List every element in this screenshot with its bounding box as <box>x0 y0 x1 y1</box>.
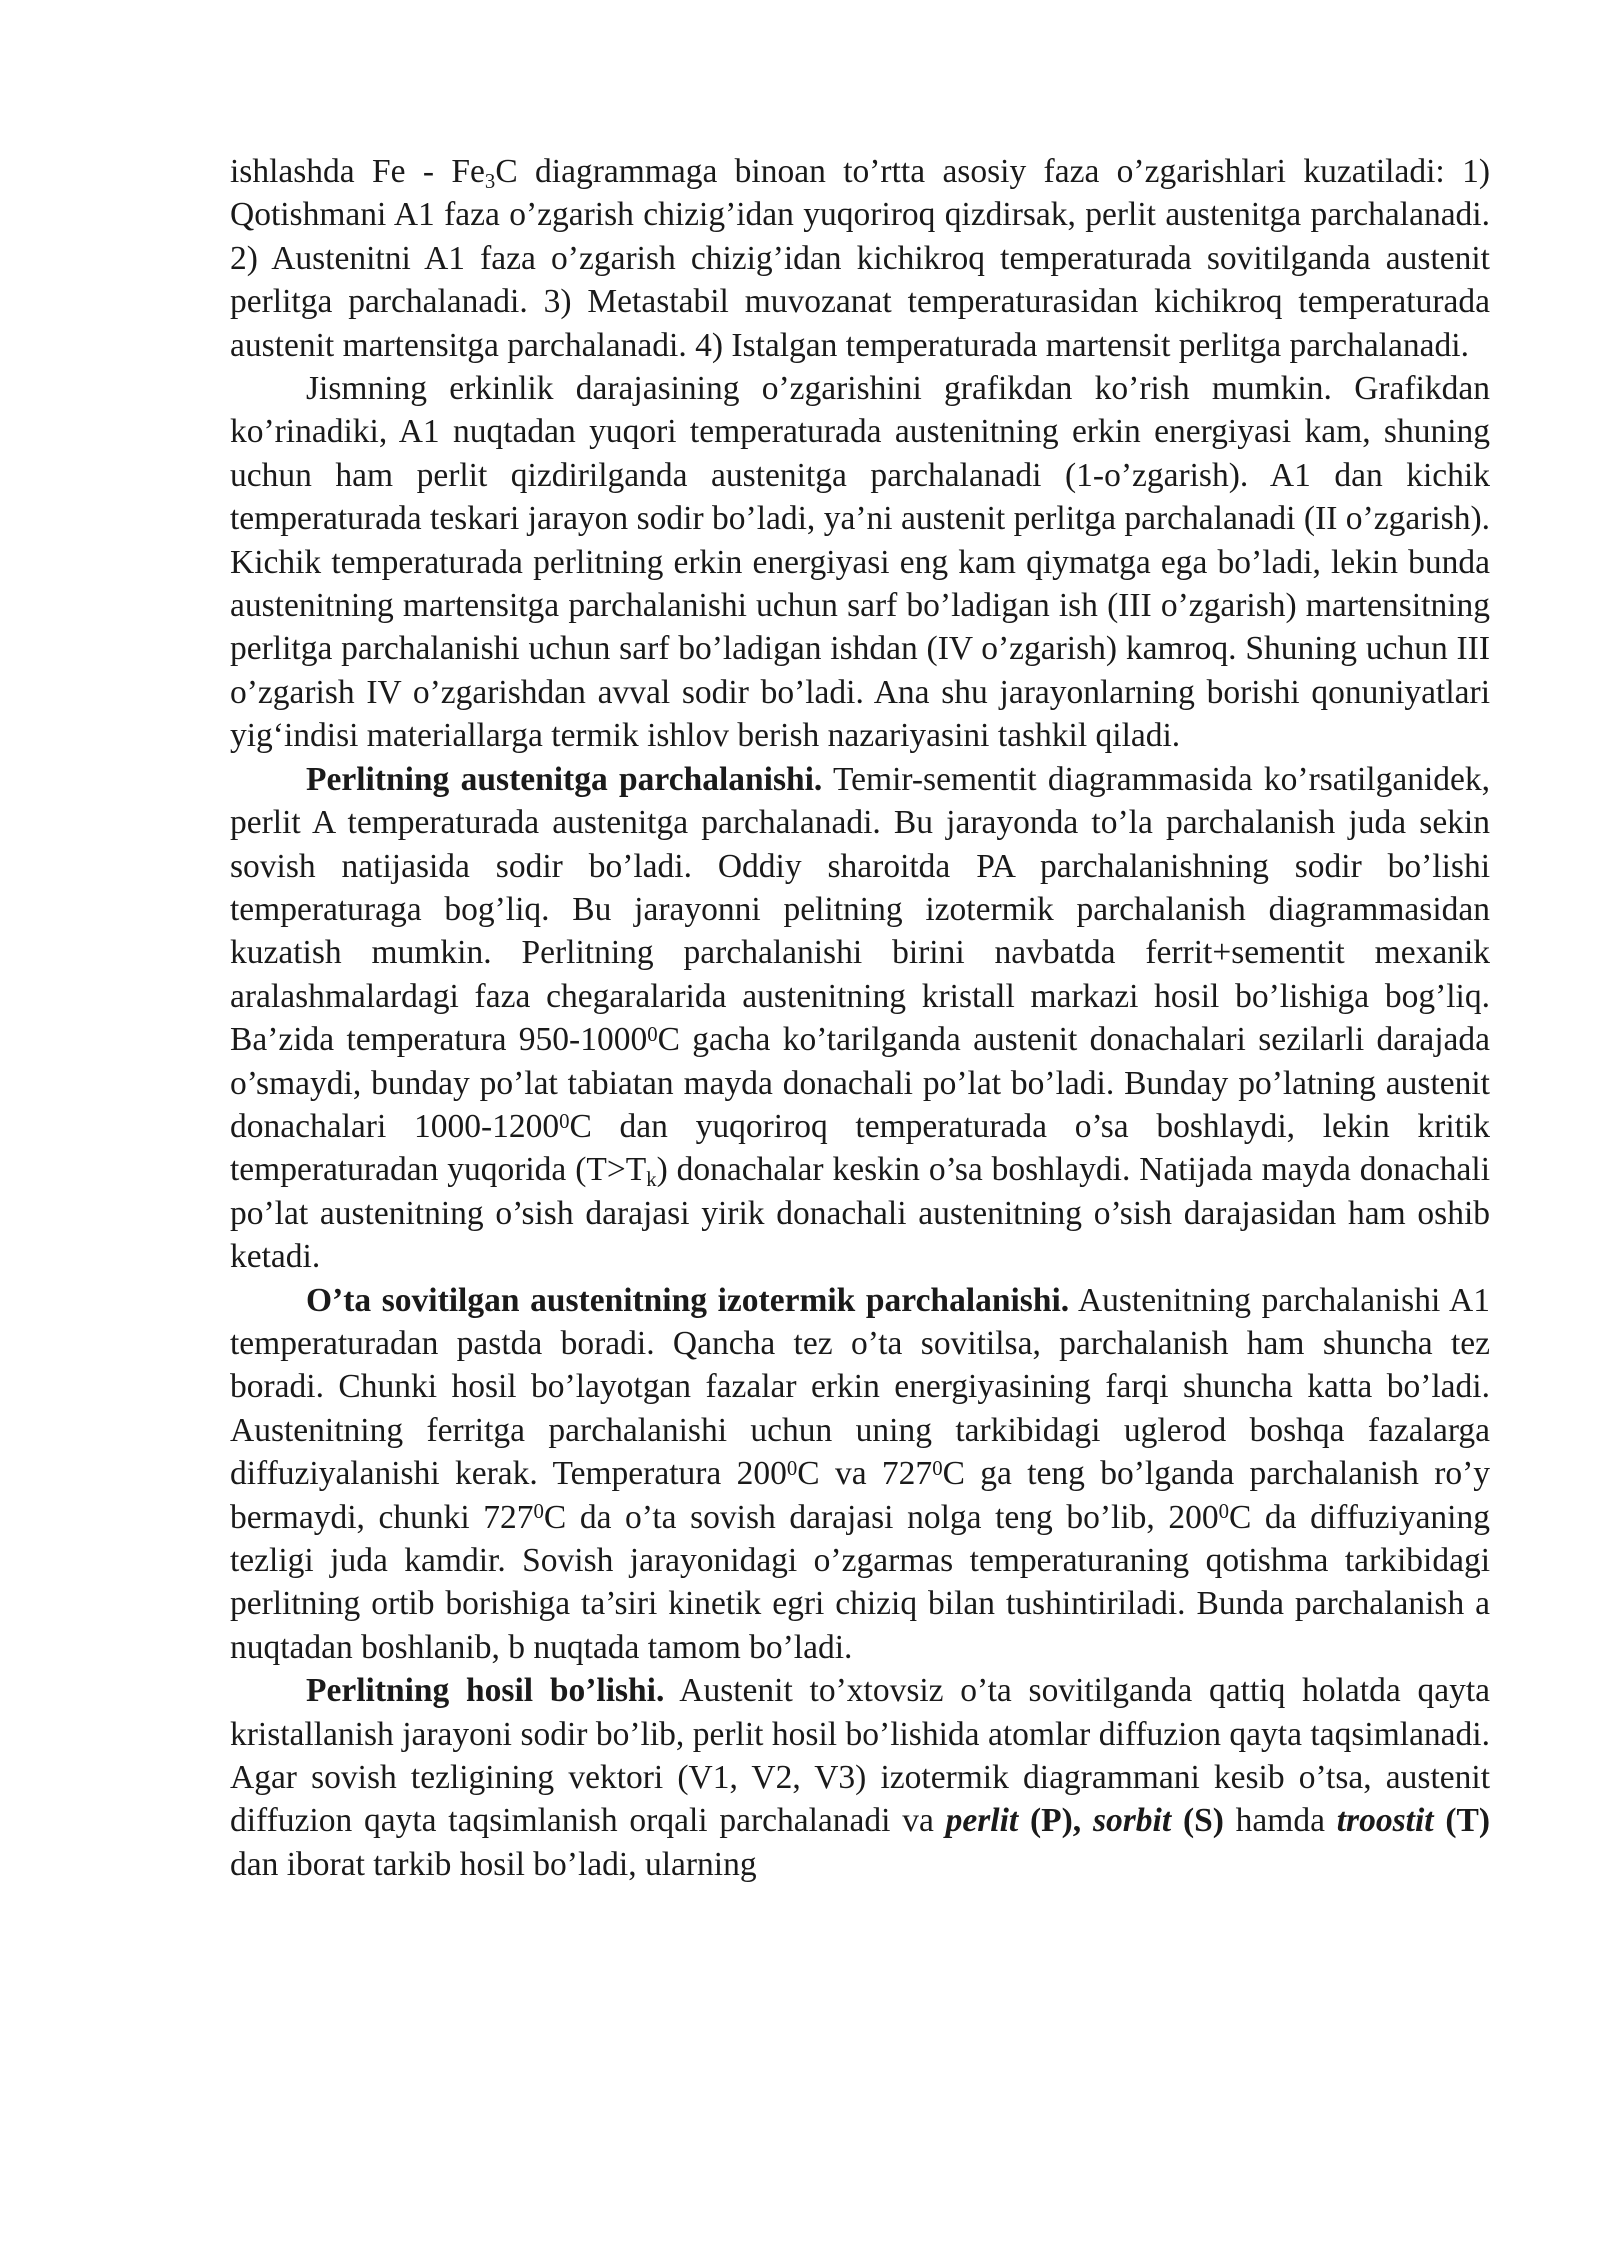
term-perlit: perlit <box>945 1802 1019 1840</box>
subscript: k <box>646 1168 657 1192</box>
text-run: C da o’ta sovish darajasi nolga teng bo’lib, 200 <box>543 1498 1219 1536</box>
superscript: 0 <box>786 1456 798 1480</box>
paragraph-isothermal-decomposition <box>230 1279 1490 1670</box>
term-emphasis <box>1337 1802 1490 1839</box>
superscript: 0 <box>932 1456 943 1480</box>
term-abbr: (P), <box>1018 1802 1093 1840</box>
subscript: 3 <box>484 169 496 193</box>
term-sorbit: sorbit <box>1092 1802 1172 1840</box>
text-run: ishlashda Fe - Fe <box>230 153 485 190</box>
paragraph-pearlite-formation <box>230 1669 1490 1886</box>
document-page <box>230 150 1490 1886</box>
text-run: Temir-sementit diagrammasida ko’rsatilganidek, perlit A temperaturada austenitga parchalanadi. Bu jarayonda to’la parchalanish juda sekin sovish natijasida sodir bo’ladi. Oddiy sharoitda PA parchalanishning sodir bo’lishi temperaturaga bog’liq. Bu jarayonni pelitning izotermik parchalanish diagrammasidan kuzatish mumkin. Perlitning parchalanishi birini navbatda ferrit+sementit mexanik aralashmalardagi faza chegaralarida austenitning kristall markazi hosil bo’lishiga bog’liq. Ba’zida temperatura 950-1000 <box>230 760 1490 1059</box>
text-run: C va 727 <box>797 1455 933 1493</box>
text-run: dan iborat tarkib hosil bo’ladi, ularning <box>230 1845 757 1883</box>
text-run: C gacha ko’tarilganda austenit donachalari sezilarli darajada o’smaydi, bunday po’lat tabiatan mayda donachali po’lat bo’ladi. Bunday po’latning austenit donachalari 1000-1200 <box>230 1021 1490 1145</box>
superscript: 0 <box>1218 1500 1229 1524</box>
section-heading: Perlitning austenitga parchalanishi. <box>306 760 823 798</box>
text-run: C da diffuziyaning tezligi juda kamdir. Sovish jarayonidagi o’zgarmas temperaturaning qotishma tarkibidagi perlitning ortib borishiga ta’siri kinetik egri chiziq bilan tushintiriladi. Bunda parchalanish a nuqtadan boshlanib, b nuqtada tamom bo’ladi. <box>230 1498 1490 1666</box>
term-abbr: (S) <box>1171 1802 1224 1840</box>
term-abbr: (T) <box>1433 1802 1490 1840</box>
text-run: hamda <box>1223 1802 1337 1840</box>
term-emphasis <box>946 1802 1224 1839</box>
text-run: ) donachalar keskin o’sa boshlaydi. Natijada mayda donachali po’lat austenitning o’sish darajasi yirik donachali austenitning o’sish darajasidan ham oshib ketadi. <box>230 1151 1491 1276</box>
text-run: Austenit to’xtovsiz o’ta sovitilganda qattiq holatda qayta kristallanish jarayoni sodir bo’lib, perlit hosil bo’lishida atomlar diffuzion qayta taqsimlanadi. Agar sovish tezligining vektori (V1, V2, V3) izotermik diagrammani kesib o’tsa, austenit diffuzion qayta taqsimlanish orqali parchalanadi va <box>230 1672 1491 1840</box>
section-heading: O’ta sovitilgan austenitning izotermik parchalanishi. <box>306 1281 1070 1319</box>
term-troostit: troostit <box>1336 1802 1434 1840</box>
text-run: C ga teng bo’lganda parchalanish ro’y bermaydi, chunki 727 <box>230 1455 1491 1536</box>
section-heading: Perlitning hosil bo’lishi. <box>306 1672 665 1710</box>
text-run: C diagrammaga binoan to’rtta asosiy faza o’zgarishlari kuzatiladi: 1) Qotishmani A1 faza o’zgarish chizig’idan yuqoriroq qizdirsak, perlit austenitga parchalanadi. 2) Austenitni A1 faza o’zgarish chizig’idan kichikroq temperaturada sovitilganda austenit perlitga parchalanadi. 3) Metastabil muvozanat temperaturasidan kichikroq temperaturada austenit martensitga parchalanadi. 4) Istalgan temperaturada martensit perlitga parchalanadi. <box>230 153 1490 364</box>
text-run: Austenitning parchalanishi A1 temperaturadan pastda boradi. Qancha tez o’ta sovitilsa, parchalanish ham shuncha tez boradi. Chunki hosil bo’layotgan fazalar erkin energiyasining farqi shuncha katta bo’ladi. Austenitning ferritga parchalanishi uchun uning tarkibidagi uglerod boshqa fazalarga diffuziyalanishi kerak. Temperatura 200 <box>230 1281 1490 1493</box>
text-run: Jismning erkinlik darajasining o’zgarishini grafikdan ko’rish mumkin. Grafikdan ko’rinadiki, A1 nuqtadan yuqori temperaturada austenitning erkin energiyasi kam, shuning uchun ham perlit qizdirilganda austenitga parchalanadi (1-o’zgarish). A1 dan kichik temperaturada teskari jarayon sodir bo’ladi, ya’ni austenit perlitga parchalanadi (II o’zgarish). Kichik temperaturada perlitning erkin energiyasi eng kam qiymatga ega bo’ladi, lekin bunda austenitning martensitga parchalanishi uchun sarf bo’ladigan ish (III o’zgarish) martensitning perlitga parchalanishi uchun sarf bo’ladigan ishdan (IV o’zgarish) kamroq. Shuning uchun III o’zgarish IV o’zgarishdan avval sodir bo’ladi. Ana shu jarayonlarning borishi qonuniyatlari yig‘indisi materiallarga termik ishlov berish nazariyasini tashkil qiladi. <box>230 370 1490 755</box>
text-run: C dan yuqoriroq temperaturada o’sa boshlaydi, lekin kritik temperaturadan yuqorida (T>T <box>230 1107 1490 1189</box>
superscript: 0 <box>533 1500 544 1524</box>
paragraph-intro <box>230 150 1490 367</box>
paragraph-pearlite-to-austenite <box>230 758 1490 1279</box>
superscript: 0 <box>647 1022 658 1046</box>
superscript: 0 <box>559 1109 570 1133</box>
paragraph-free-energy <box>230 367 1490 758</box>
